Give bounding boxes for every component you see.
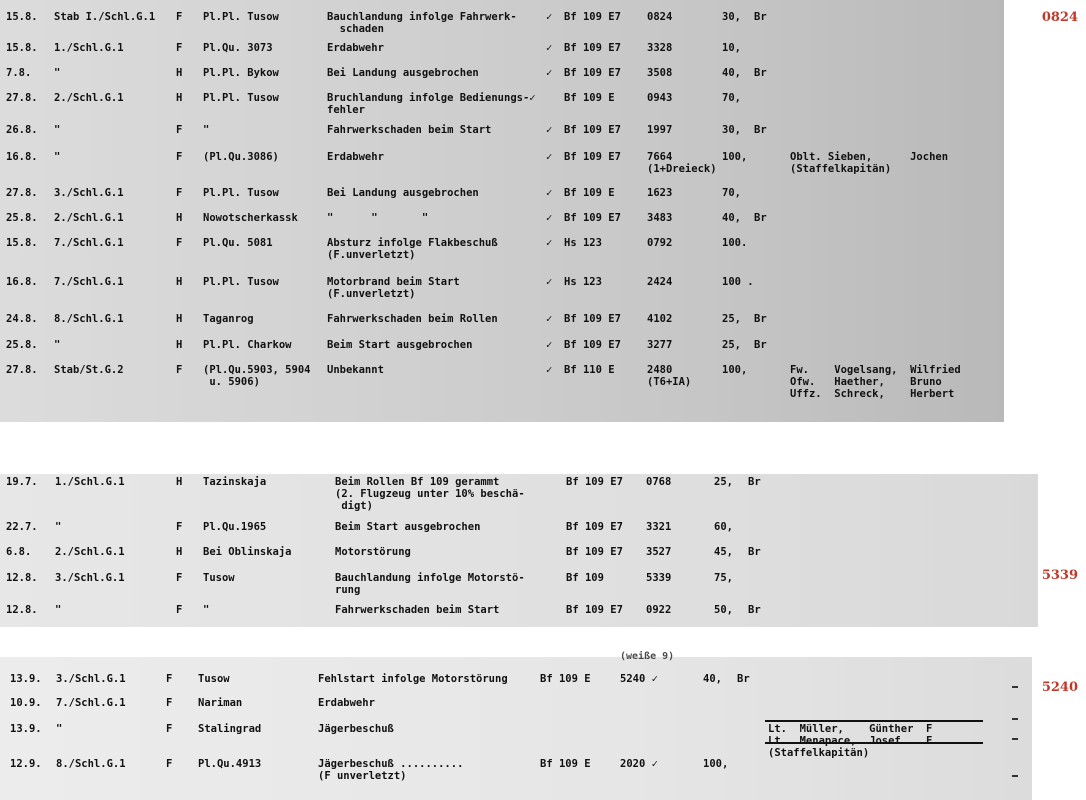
cell-wnr: 2424: [647, 276, 673, 288]
cell-event: Motorstörung: [335, 546, 411, 558]
cell-unit: ": [55, 604, 62, 616]
cell-type: Hs 123: [564, 276, 602, 288]
cell-crew: Oblt. Sieben, Jochen (Staffelkapitän): [790, 151, 949, 175]
cell-date: 27.8.: [6, 92, 38, 104]
cell-pct: 100,: [722, 151, 748, 163]
cell-pct: 40,: [722, 212, 741, 224]
cell-code: F: [166, 673, 173, 685]
cell-place: Pl.Pl. Charkow: [203, 339, 292, 351]
cell-place: Pl.Qu. 3073: [203, 42, 273, 54]
cell-place: Pl.Pl. Tusow: [203, 187, 279, 199]
cell-event: Fehlstart infolge Motorstörung: [318, 673, 508, 685]
cell-date: 15.8.: [6, 42, 38, 54]
cell-unit: 3./Schl.G.1: [55, 572, 125, 584]
cell-date: 12.9.: [10, 758, 42, 770]
cell-code: H: [176, 67, 183, 79]
cell-tick: ✓: [546, 313, 553, 325]
cell-code: F: [176, 187, 183, 199]
cell-tick: ✓: [546, 339, 553, 351]
cell-event: Erdabwehr: [327, 42, 384, 54]
cell-unit: 7./Schl.G.1: [54, 276, 124, 288]
cell-wnr: 0768: [646, 476, 672, 488]
cell-code: F: [176, 364, 183, 376]
cell-pct: 100 .: [722, 276, 754, 288]
cell-type: Bf 109 E: [540, 673, 591, 685]
cell-date: 19.7.: [6, 476, 38, 488]
cell-unit: 7./Schl.G.1: [54, 237, 124, 249]
cell-place: Stalingrad: [198, 723, 262, 735]
cell-unit: 2./Schl.G.1: [54, 92, 124, 104]
reference-number-3: 5240: [1041, 680, 1078, 695]
panel3-top-note: (weiße 9): [620, 651, 675, 662]
cell-wnr: 3277: [647, 339, 673, 351]
cell-event: Fahrwerkschaden beim Start: [327, 124, 492, 136]
cell-pct: 40,: [703, 673, 722, 685]
cell-unit: 8./Schl.G.1: [56, 758, 126, 770]
cell-tick: ✓: [546, 151, 553, 163]
cell-wnr: 7664 (1+Dreieck): [647, 151, 717, 175]
cell-date: 25.8.: [6, 339, 38, 351]
cell-type: Bf 109 E7: [566, 476, 623, 488]
cell-place: Pl.Pl. Tusow: [203, 92, 279, 104]
cell-place: Pl.Pl. Tusow: [203, 276, 279, 288]
cell-crew: Fw. Vogelsang, Wilfried Ofw. Haether, Bruno Uffz. Schreck, Herbert: [790, 364, 961, 400]
cell-code: F: [176, 521, 183, 533]
cell-wnr: 1997: [647, 124, 673, 136]
cell-event: Bei Landung ausgebrochen: [327, 187, 479, 199]
cell-tick: ✓: [546, 42, 553, 54]
cell-date: 24.8.: [6, 313, 38, 325]
cell-unit: 8./Schl.G.1: [54, 313, 124, 325]
cell-wnr: 3321: [646, 521, 672, 533]
loss-list-scan-1: [0, 0, 1004, 422]
cell-code: F: [166, 758, 173, 770]
loss-list-scan-2: [0, 474, 1038, 627]
cell-unit: ": [54, 67, 61, 79]
cell-place: ": [203, 124, 210, 136]
cell-place: Pl.Qu.4913: [198, 758, 262, 770]
cell-type: Bf 110 E: [564, 364, 615, 376]
cell-note: Br: [748, 546, 761, 558]
cell-unit: 1./Schl.G.1: [55, 476, 125, 488]
cell-date: 25.8.: [6, 212, 38, 224]
cell-unit: ": [54, 124, 61, 136]
cell-event: Erdabwehr: [327, 151, 384, 163]
cell-wnr: 5240 ✓: [620, 673, 658, 685]
cell-code: H: [176, 546, 183, 558]
cell-code: F: [176, 572, 183, 584]
cell-place: Tazinskaja: [203, 476, 267, 488]
cell-code: F: [176, 237, 183, 249]
cell-wnr: 5339: [646, 572, 672, 584]
cell-date: 16.8.: [6, 276, 38, 288]
cell-pct: 60,: [714, 521, 733, 533]
cell-place: (Pl.Qu.3086): [203, 151, 279, 163]
cell-place: Tusow: [198, 673, 230, 685]
cell-wnr: 1623: [647, 187, 673, 199]
edge-mark: [1012, 738, 1018, 740]
reference-number-2: 5339: [1041, 568, 1078, 583]
cell-event: Fahrwerkschaden beim Start: [335, 604, 500, 616]
cell-pct: 25,: [722, 313, 741, 325]
cell-date: 27.8.: [6, 364, 38, 376]
cell-date: 13.9.: [10, 673, 42, 685]
cell-date: 15.8.: [6, 237, 38, 249]
cell-event: Bruchlandung infolge Bedienungs-✓ fehler: [327, 92, 536, 116]
cell-pct: 100.: [722, 237, 748, 249]
cell-code: H: [176, 313, 183, 325]
strike-line-1: [765, 720, 983, 722]
cell-note: Br: [748, 476, 761, 488]
cell-code: F: [166, 723, 173, 735]
cell-pct: 25,: [714, 476, 733, 488]
cell-tick: ✓: [546, 276, 553, 288]
cell-code: H: [176, 476, 183, 488]
cell-event: Beim Start ausgebrochen: [335, 521, 481, 533]
cell-date: 10.9.: [10, 697, 42, 709]
cell-place: Pl.Pl. Bykow: [203, 67, 279, 79]
cell-place: Tusow: [203, 572, 235, 584]
cell-type: Bf 109 E: [564, 92, 615, 104]
cell-note: Br: [754, 339, 767, 351]
cell-code: F: [176, 42, 183, 54]
cell-type: Bf 109 E7: [564, 11, 621, 23]
cell-type: Bf 109 E7: [564, 67, 621, 79]
cell-code: F: [176, 11, 183, 23]
cell-code: F: [166, 697, 173, 709]
cell-tick: ✓: [546, 11, 553, 23]
cell-unit: Stab I./Schl.G.1: [54, 11, 156, 23]
cell-place: (Pl.Qu.5903, 5904 u. 5906): [203, 364, 311, 388]
cell-pct: 25,: [722, 339, 741, 351]
cell-event: Bauchlandung infolge Motorstö- rung: [335, 572, 525, 596]
cell-unit: 2./Schl.G.1: [54, 212, 124, 224]
cell-wnr: 3527: [646, 546, 672, 558]
cell-wnr: 4102: [647, 313, 673, 325]
cell-note: Br: [754, 313, 767, 325]
cell-code: H: [176, 212, 183, 224]
cell-code: H: [176, 92, 183, 104]
cell-place: Pl.Pl. Tusow: [203, 11, 279, 23]
cell-note: Br: [754, 212, 767, 224]
cell-type: Bf 109 E7: [564, 313, 621, 325]
cell-tick: ✓: [546, 364, 553, 376]
cell-wnr: 2480 (T6+IA): [647, 364, 692, 388]
cell-place: Pl.Qu.1965: [203, 521, 267, 533]
cell-event: Erdabwehr: [318, 697, 375, 709]
cell-wnr: 0922: [646, 604, 672, 616]
edge-mark: [1012, 718, 1018, 720]
cell-type: Bf 109 E7: [566, 521, 623, 533]
cell-unit: ": [56, 723, 63, 735]
cell-place: Pl.Qu. 5081: [203, 237, 273, 249]
cell-event: Motorbrand beim Start (F.unverletzt): [327, 276, 460, 300]
cell-type: Bf 109 E7: [564, 42, 621, 54]
cell-event: Beim Rollen Bf 109 gerammt (2. Flugzeug unter 10% beschä- digt): [335, 476, 525, 512]
cell-event: Unbekannt: [327, 364, 384, 376]
cell-type: Bf 109: [566, 572, 604, 584]
cell-crew: Lt. Müller, Günther F Lt. Menapace, Josef F (Staffelkapitän): [768, 723, 933, 759]
cell-event: Bauchlandung infolge Fahrwerk- schaden: [327, 11, 517, 35]
cell-type: Hs 123: [564, 237, 602, 249]
cell-date: 22.7.: [6, 521, 38, 533]
cell-date: 16.8.: [6, 151, 38, 163]
cell-tick: ✓: [546, 124, 553, 136]
cell-type: Bf 109 E7: [564, 124, 621, 136]
cell-place: Nowotscherkassk: [203, 212, 298, 224]
cell-date: 15.8.: [6, 11, 38, 23]
cell-unit: Stab/St.G.2: [54, 364, 124, 376]
cell-wnr: 3328: [647, 42, 673, 54]
cell-wnr: 2020 ✓: [620, 758, 658, 770]
cell-date: 7.8.: [6, 67, 32, 79]
cell-pct: 30,: [722, 11, 741, 23]
cell-pct: 45,: [714, 546, 733, 558]
cell-event: Beim Start ausgebrochen: [327, 339, 473, 351]
cell-date: 27.8.: [6, 187, 38, 199]
reference-number-1: 0824: [1041, 10, 1078, 25]
cell-date: 13.9.: [10, 723, 42, 735]
cell-pct: 70,: [722, 187, 741, 199]
cell-event: " " ": [327, 212, 429, 224]
cell-unit: 1./Schl.G.1: [54, 42, 124, 54]
cell-type: Bf 109 E7: [564, 151, 621, 163]
edge-mark: [1012, 775, 1018, 777]
cell-pct: 70,: [722, 92, 741, 104]
cell-place: Taganrog: [203, 313, 254, 325]
cell-note: Br: [737, 673, 750, 685]
cell-wnr: 0943: [647, 92, 673, 104]
cell-tick: ✓: [546, 237, 553, 249]
cell-note: Br: [754, 11, 767, 23]
cell-event: Bei Landung ausgebrochen: [327, 67, 479, 79]
cell-code: F: [176, 151, 183, 163]
cell-unit: 3./Schl.G.1: [54, 187, 124, 199]
cell-note: Br: [754, 67, 767, 79]
cell-unit: 2./Schl.G.1: [55, 546, 125, 558]
cell-place: Bei Oblinskaja: [203, 546, 292, 558]
cell-wnr: 3508: [647, 67, 673, 79]
cell-pct: 40,: [722, 67, 741, 79]
cell-event: Jägerbeschuß .......... (F unverletzt): [318, 758, 464, 782]
cell-pct: 100,: [703, 758, 729, 770]
cell-note: Br: [748, 604, 761, 616]
cell-unit: 7./Schl.G.1: [56, 697, 126, 709]
cell-note: Br: [754, 124, 767, 136]
cell-pct: 100,: [722, 364, 748, 376]
cell-event: Fahrwerkschaden beim Rollen: [327, 313, 498, 325]
cell-type: Bf 109 E7: [566, 604, 623, 616]
cell-type: Bf 109 E7: [564, 339, 621, 351]
cell-pct: 75,: [714, 572, 733, 584]
cell-code: H: [176, 276, 183, 288]
cell-place: ": [203, 604, 210, 616]
cell-tick: ✓: [546, 187, 553, 199]
cell-wnr: 3483: [647, 212, 673, 224]
cell-wnr: 0792: [647, 237, 673, 249]
cell-date: 26.8.: [6, 124, 38, 136]
cell-type: Bf 109 E7: [566, 546, 623, 558]
cell-event: Jägerbeschuß: [318, 723, 394, 735]
cell-code: F: [176, 604, 183, 616]
cell-type: Bf 109 E: [540, 758, 591, 770]
cell-unit: ": [55, 521, 62, 533]
cell-place: Nariman: [198, 697, 243, 709]
cell-pct: 10,: [722, 42, 741, 54]
cell-event: Absturz infolge Flakbeschuß (F.unverletzt): [327, 237, 498, 261]
cell-type: Bf 109 E7: [564, 212, 621, 224]
cell-code: H: [176, 339, 183, 351]
cell-date: 6.8.: [6, 546, 32, 558]
cell-tick: ✓: [546, 212, 553, 224]
cell-pct: 30,: [722, 124, 741, 136]
cell-code: F: [176, 124, 183, 136]
cell-type: Bf 109 E: [564, 187, 615, 199]
cell-date: 12.8.: [6, 572, 38, 584]
cell-unit: ": [54, 339, 61, 351]
cell-wnr: 0824: [647, 11, 673, 23]
cell-date: 12.8.: [6, 604, 38, 616]
cell-unit: ": [54, 151, 61, 163]
edge-mark: [1012, 686, 1018, 688]
cell-unit: 3./Schl.G.1: [56, 673, 126, 685]
loss-list-scan-3: [0, 651, 1032, 800]
cell-pct: 50,: [714, 604, 733, 616]
cell-tick: ✓: [546, 67, 553, 79]
